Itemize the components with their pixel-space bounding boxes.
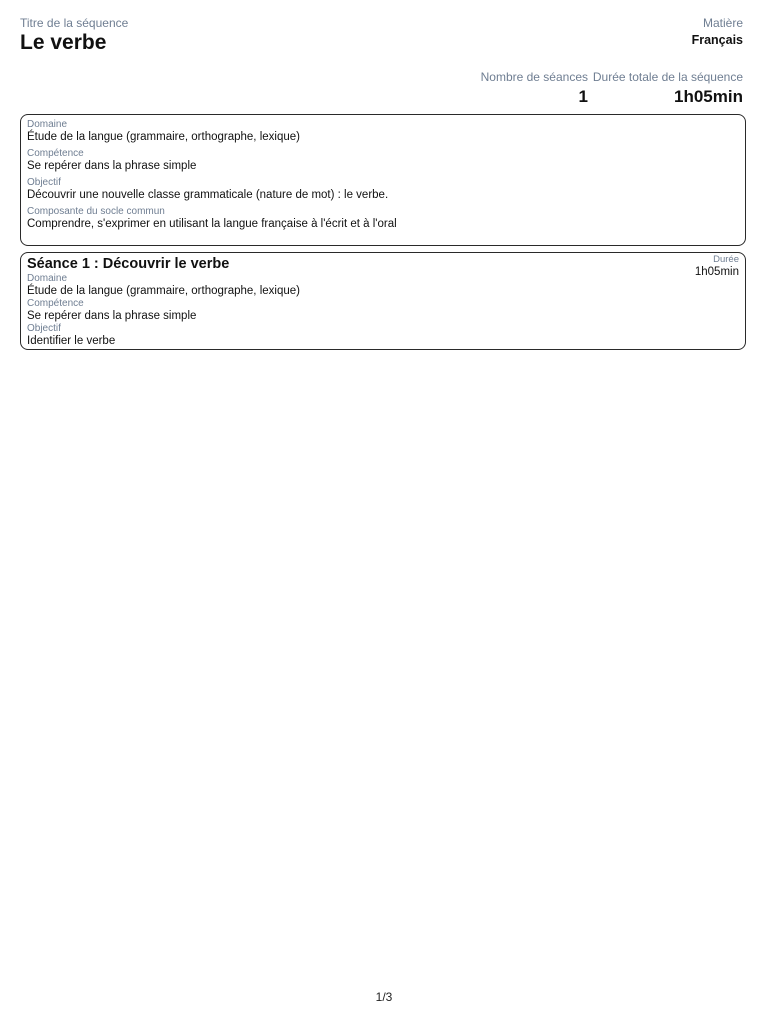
- sequence-field-competence: [27, 148, 739, 173]
- total-duration-value: 1h05min: [674, 87, 743, 106]
- field-label: Compétence: [27, 148, 84, 159]
- sessions-count-value: 1: [578, 87, 588, 106]
- field-value: Étude de la langue (grammaire, orthographe, lexique): [27, 285, 300, 297]
- field-value: Se repérer dans la phrase simple: [27, 310, 197, 322]
- sessions-count-label: Nombre de séances: [480, 70, 588, 84]
- sequence-title: Le verbe: [20, 31, 107, 54]
- field-value: Découvrir une nouvelle classe grammaticale (nature de mot) : le verbe.: [27, 189, 389, 201]
- session-duration-block: [695, 254, 739, 280]
- field-label: Objectif: [27, 323, 61, 334]
- subject-value: Français: [691, 33, 743, 47]
- subject-label: Matière: [702, 16, 743, 30]
- field-label: Objectif: [27, 177, 61, 188]
- sequence-field-socle: [27, 206, 739, 231]
- sequence-field-domain: [27, 119, 739, 144]
- total-duration-label: Durée totale de la séquence: [592, 70, 743, 84]
- session-duration-value: 1h05min: [694, 266, 739, 278]
- session-title: Séance 1 : Découvrir le verbe: [27, 256, 230, 272]
- field-label: Domaine: [27, 273, 68, 284]
- sessions-count-block: [481, 70, 588, 107]
- session-duration-label: Durée: [713, 254, 739, 265]
- field-value: Étude de la langue (grammaire, orthographe, lexique): [27, 131, 300, 143]
- session-field-objective: [27, 323, 739, 348]
- total-duration-block: [593, 70, 743, 107]
- field-value: Identifier le verbe: [27, 335, 116, 347]
- field-label: Compétence: [27, 298, 84, 309]
- field-label: Composante du socle commun: [27, 206, 165, 217]
- field-value: Se repérer dans la phrase simple: [27, 160, 197, 172]
- session-field-competence: [27, 298, 739, 323]
- sequence-field-objective: [27, 177, 739, 202]
- page-number: 1/3: [375, 990, 393, 1004]
- sequence-title-label: Titre de la séquence: [20, 16, 129, 30]
- field-value: Comprendre, s'exprimer en utilisant la langue française à l'écrit et à l'oral: [27, 218, 397, 230]
- sequence-details-box: [20, 114, 746, 246]
- field-label: Domaine: [27, 119, 68, 130]
- session-field-domain: [27, 273, 739, 298]
- session-box: [20, 252, 746, 350]
